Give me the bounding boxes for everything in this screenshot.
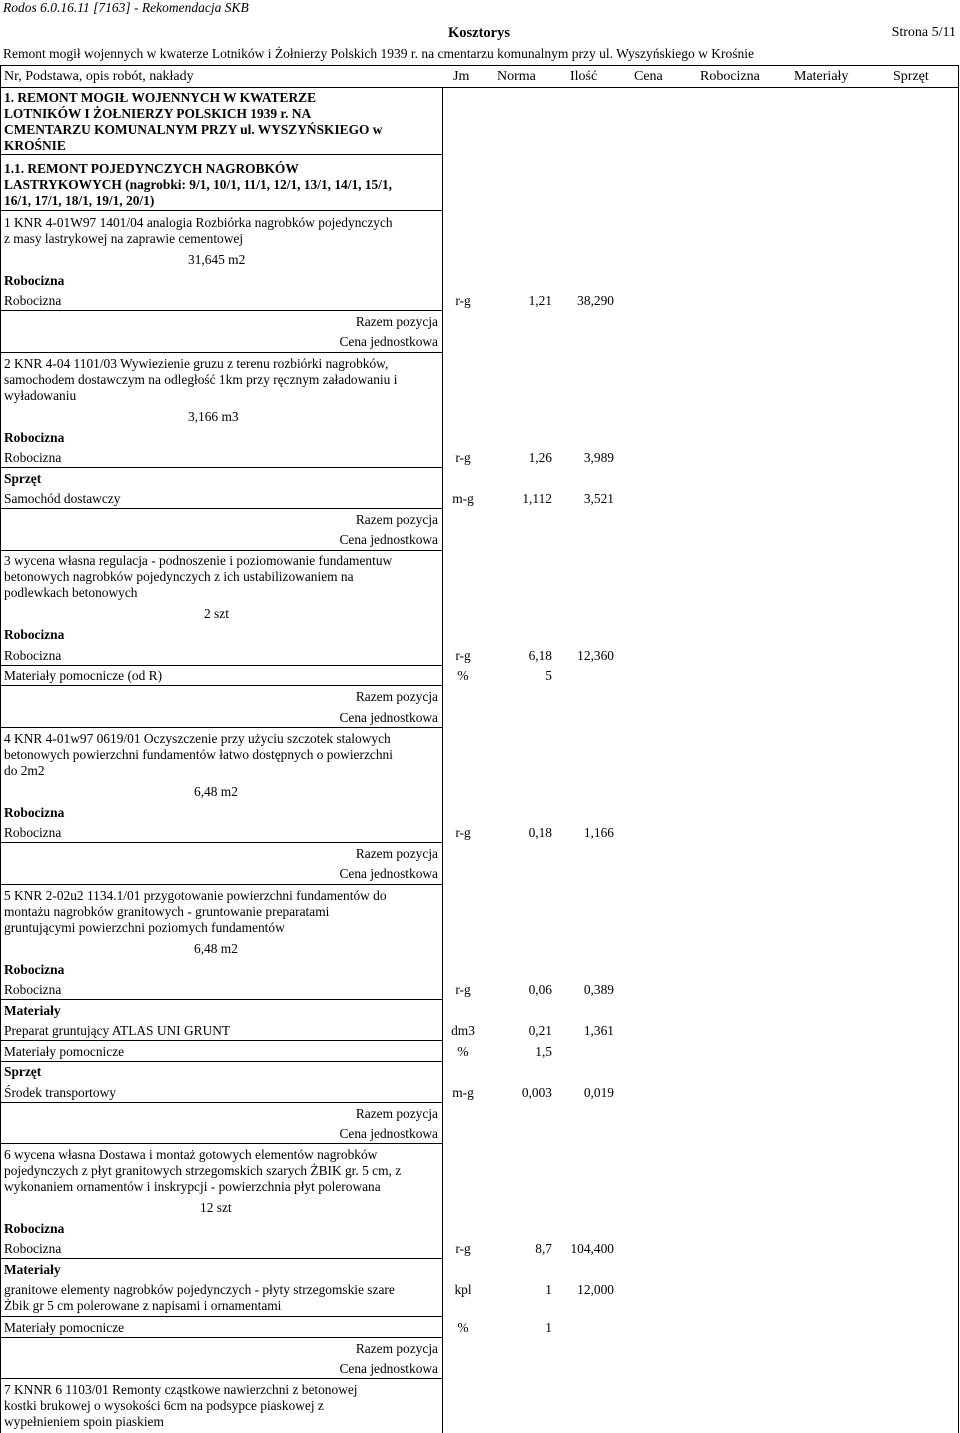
position-desc: wypełnieniem spoin piaskiem	[4, 1414, 164, 1429]
group-label-sprzet: Sprzęt	[4, 471, 42, 486]
page-number: Strona 5/11	[891, 25, 956, 40]
position-quantity: 6,48 m2	[194, 941, 238, 956]
razem-pozycja-label: Razem pozycja	[355, 846, 438, 861]
resource-norma: 6,18	[528, 648, 552, 663]
position-desc: betonowych nagrobków pojedynczych z ich ustabilizowaniem na	[4, 569, 354, 584]
resource-jm: r-g	[455, 648, 471, 663]
group-label-robocizna: Robocizna	[4, 962, 65, 977]
position-desc: 7 KNNR 6 1103/01 Remonty cząstkowe nawierzchni z betonowej	[4, 1382, 358, 1397]
resource-ilosc: 0,019	[583, 1085, 614, 1100]
position-desc: 4 KNR 4-01w97 0619/01 Oczyszczenie przy użyciu szczotek stalowych	[4, 731, 391, 746]
position-divider	[0, 550, 442, 551]
resource-name: Preparat gruntujący ATLAS UNI GRUNT	[4, 1023, 231, 1038]
col-ilosc: Ilość	[570, 69, 598, 84]
resource-jm: r-g	[455, 982, 471, 997]
position-desc: wyładowaniu	[4, 388, 77, 403]
table-left-border	[0, 87, 1, 1433]
resource-jm: m-g	[452, 491, 474, 506]
row-divider	[0, 508, 442, 509]
group-label-sprzet: Sprzęt	[4, 1064, 42, 1079]
header-rule-bottom	[0, 87, 959, 88]
position-divider	[0, 1143, 442, 1144]
resource-norma: 1,21	[528, 293, 552, 308]
row-divider	[0, 467, 442, 468]
position-quantity: 2 szt	[204, 606, 229, 621]
resource-norma: 8,7	[535, 1241, 552, 1256]
position-divider	[0, 884, 442, 885]
position-desc: betonowych powierzchni fundamentów łatwo dostępnych o powierzchni	[4, 747, 393, 762]
col-jm: Jm	[453, 69, 470, 84]
resource-name: Robocizna	[4, 450, 62, 465]
razem-pozycja-label: Razem pozycja	[355, 512, 438, 527]
resource-jm: %	[457, 668, 469, 683]
resource-name: Środek transportowy	[4, 1085, 116, 1100]
position-desc: pojedynczych z płyt granitowych strzegomskich szarych ŻBIK gr. 5 cm, z	[4, 1163, 402, 1178]
resource-norma: 1	[545, 1282, 552, 1297]
col-description: Nr, Podstawa, opis robót, nakłady	[4, 69, 194, 84]
resource-jm: r-g	[455, 293, 471, 308]
resource-norma: 1,26	[528, 450, 552, 465]
resource-ilosc: 1,166	[583, 825, 614, 840]
resource-norma: 5	[545, 668, 552, 683]
resource-norma: 1	[545, 1320, 552, 1335]
position-quantity: 6,48 m2	[194, 784, 238, 799]
section-1-line: 1. REMONT MOGIŁ WOJENNYCH W KWATERZE	[4, 90, 316, 105]
row-divider	[0, 999, 442, 1000]
razem-pozycja-label: Razem pozycja	[355, 314, 438, 329]
resource-name: granitowe elementy nagrobków pojedynczych - płyty strzegomskie szare	[4, 1282, 395, 1297]
resource-jm: kpl	[454, 1282, 472, 1297]
section-1-line: CMENTARZU KOMUNALNYM PRZY ul. WYSZYŃSKIEGO w	[4, 122, 383, 137]
resource-name: Robocizna	[4, 293, 62, 308]
resource-name: Samochód dostawczy	[4, 491, 121, 506]
cena-jednostkowa-label: Cena jednostkowa	[339, 1126, 438, 1141]
row-divider	[0, 1316, 442, 1317]
row-divider	[0, 685, 442, 686]
resource-name: Robocizna	[4, 1241, 62, 1256]
header-rule-right	[958, 65, 959, 88]
cena-jednostkowa-label: Cena jednostkowa	[339, 334, 438, 349]
position-quantity: 12 szt	[200, 1200, 232, 1215]
position-divider	[0, 1378, 442, 1379]
table-col-divider	[442, 87, 443, 1433]
razem-pozycja-label: Razem pozycja	[355, 1341, 438, 1356]
resource-jm: r-g	[455, 825, 471, 840]
row-divider	[0, 665, 442, 666]
section-1-line: LOTNIKÓW I ŻOŁNIERZY POLSKICH 1939 r. NA	[4, 106, 312, 121]
resource-jm: r-g	[455, 450, 471, 465]
cena-jednostkowa-label: Cena jednostkowa	[339, 532, 438, 547]
resource-norma: 0,18	[528, 825, 552, 840]
group-label-robocizna: Robocizna	[4, 273, 65, 288]
header-rule-top	[0, 65, 959, 66]
resource-ilosc: 3,989	[583, 450, 614, 465]
resource-norma: 0,21	[528, 1023, 552, 1038]
resource-ilosc: 3,521	[583, 491, 614, 506]
resource-jm: r-g	[455, 1241, 471, 1256]
row-divider	[0, 1337, 442, 1338]
resource-name-cont: Żbik gr 5 cm polerowane z napisami i ornamentami	[4, 1298, 282, 1313]
table-right-border	[958, 87, 959, 1433]
group-label-materialy: Materiały	[4, 1262, 61, 1277]
group-label-robocizna: Robocizna	[4, 1221, 65, 1236]
document-title: Kosztorys	[448, 25, 511, 41]
resource-name: Materiały pomocnicze (od R)	[4, 668, 163, 683]
app-header: Rodos 6.0.16.11 [7163] - Rekomendacja SKB	[3, 0, 249, 15]
position-desc: 2 KNR 4-04 1101/03 Wywiezienie gruzu z terenu rozbiórki nagrobków,	[4, 356, 389, 371]
resource-name: Robocizna	[4, 648, 62, 663]
position-desc: do 2m2	[4, 763, 45, 778]
cena-jednostkowa-label: Cena jednostkowa	[339, 1361, 438, 1376]
section-1-1-line: 16/1, 17/1, 18/1, 19/1, 20/1)	[4, 193, 155, 208]
resource-ilosc: 38,290	[577, 293, 614, 308]
position-desc: podlewkach betonowych	[4, 585, 138, 600]
position-quantity: 31,645 m2	[188, 252, 246, 267]
razem-pozycja-label: Razem pozycja	[355, 1106, 438, 1121]
position-desc: z masy lastrykowej na zaprawie cementowej	[4, 231, 244, 246]
group-label-robocizna: Robocizna	[4, 627, 65, 642]
resource-jm: dm3	[451, 1023, 475, 1038]
resource-name: Materiały pomocnicze	[4, 1044, 125, 1059]
resource-norma: 0,06	[528, 982, 552, 997]
position-desc: samochodem dostawczym na odległość 1km przy ręcznym załadowaniu i	[4, 372, 398, 387]
row-divider	[0, 1102, 442, 1103]
group-label-materialy: Materiały	[4, 1003, 61, 1018]
col-norma: Norma	[497, 69, 536, 84]
position-desc: montażu nagrobków granitowych - gruntowanie preparatami	[4, 904, 330, 919]
resource-name: Robocizna	[4, 825, 62, 840]
resource-ilosc: 104,400	[570, 1241, 614, 1256]
cena-jednostkowa-label: Cena jednostkowa	[339, 710, 438, 725]
col-materialy: Materiały	[794, 69, 849, 84]
position-desc: 3 wycena własna regulacja - podnoszenie i poziomowanie fundamentuw	[4, 553, 393, 568]
resource-jm: %	[457, 1044, 469, 1059]
position-desc: wykonaniem ornamentów i inskrypcji - powierzchnia płyt polerowana	[4, 1179, 381, 1194]
row-divider	[0, 310, 442, 311]
group-label-robocizna: Robocizna	[4, 430, 65, 445]
col-sprzet: Sprzęt	[893, 69, 929, 84]
position-desc: 6 wycena własna Dostawa i montaż gotowych elementów nagrobków	[4, 1147, 378, 1162]
col-robocizna: Robocizna	[700, 69, 760, 84]
resource-name: Robocizna	[4, 982, 62, 997]
row-divider	[0, 1258, 442, 1259]
position-desc: kostki brukowej o wysokości 6cm na podsypce piaskowej z	[4, 1398, 324, 1413]
row-divider	[0, 842, 442, 843]
cena-jednostkowa-label: Cena jednostkowa	[339, 866, 438, 881]
position-desc: gruntującymi powierzchni poziomych fundamentów	[4, 920, 285, 935]
resource-name: Materiały pomocnicze	[4, 1320, 125, 1335]
section-divider	[0, 210, 442, 211]
section-1-1-line: LASTRYKOWYCH (nagrobki: 9/1, 10/1, 11/1, 12/1, 13/1, 14/1, 15/1,	[4, 177, 393, 192]
resource-ilosc: 0,389	[583, 982, 614, 997]
group-label-robocizna: Robocizna	[4, 805, 65, 820]
resource-norma: 0,003	[521, 1085, 552, 1100]
resource-jm: %	[457, 1320, 469, 1335]
row-divider	[0, 1061, 442, 1062]
section-divider	[0, 154, 442, 155]
document-subtitle: Remont mogił wojennych w kwaterze Lotników i Żołnierzy Polskich 1939 r. na cmentarzu komunalnym przy ul. Wyszyńskiego w Krośnie	[3, 46, 755, 61]
resource-norma: 1,112	[522, 491, 552, 506]
section-1-1-line: 1.1. REMONT POJEDYNCZYCH NAGROBKÓW	[4, 161, 299, 176]
position-desc: 1 KNR 4-01W97 1401/04 analogia Rozbiórka nagrobków pojedynczych	[4, 215, 393, 230]
row-divider	[0, 1040, 442, 1041]
position-divider	[0, 727, 442, 728]
resource-norma: 1,5	[535, 1044, 552, 1059]
header-rule-left	[0, 65, 1, 88]
resource-ilosc: 1,361	[583, 1023, 614, 1038]
col-cena: Cena	[634, 69, 663, 84]
position-desc: 5 KNR 2-02u2 1134.1/01 przygotowanie powierzchni fundamentów do	[4, 888, 387, 903]
resource-ilosc: 12,000	[577, 1282, 614, 1297]
razem-pozycja-label: Razem pozycja	[355, 689, 438, 704]
position-divider	[0, 352, 442, 353]
resource-ilosc: 12,360	[577, 648, 614, 663]
resource-jm: m-g	[452, 1085, 474, 1100]
section-1-line: KROŚNIE	[4, 138, 66, 153]
position-quantity: 3,166 m3	[188, 409, 239, 424]
